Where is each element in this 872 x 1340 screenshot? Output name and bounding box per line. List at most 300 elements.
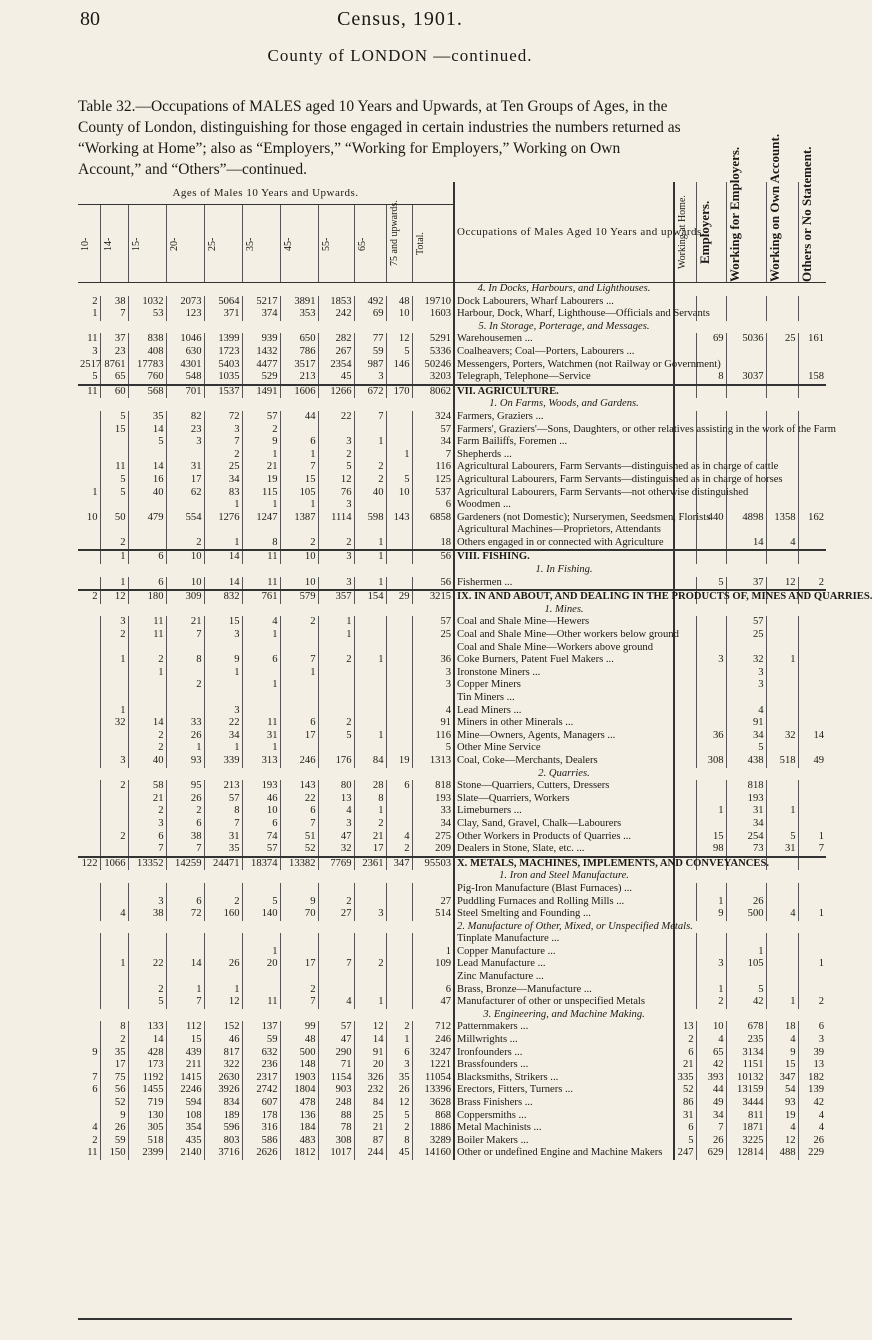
status-count-cell: 229 <box>808 1147 825 1159</box>
ages-header: Ages of Males 10 Years and Upwards. <box>78 182 454 205</box>
age-count-cell: 2 <box>100 629 128 642</box>
age-count-cell: 11 <box>128 629 166 642</box>
status-count-cell: 13 <box>674 1021 696 1034</box>
age-count-cell: 6 <box>128 577 166 591</box>
age-count-cell: 3 <box>204 424 242 437</box>
age-count-cell: 1 <box>100 577 128 591</box>
table-row <box>78 908 826 921</box>
age-count-cell <box>386 933 412 946</box>
age-count-cell: 14 <box>166 958 204 971</box>
age-count-cell: 95503 <box>412 857 454 871</box>
status-count-cell: 34 <box>726 730 766 743</box>
age-count-cell: 1903 <box>280 1072 318 1085</box>
age-count-cell: 8 <box>166 654 204 667</box>
age-count-cell <box>354 449 386 462</box>
status-count-cell <box>696 933 726 946</box>
status-count-cell <box>696 717 726 730</box>
age-count-cell <box>78 780 100 793</box>
occupation-name: Patternmakers ... <box>454 1021 674 1034</box>
age-count-cell: 282 <box>318 333 354 346</box>
age-count-cell: 1455 <box>128 1084 166 1097</box>
age-count-cell: 14259 <box>166 857 204 871</box>
county-heading: County of LONDON —continued. <box>267 46 533 65</box>
age-count-cell: 57 <box>318 1021 354 1034</box>
age-count-cell: 133 <box>128 1021 166 1034</box>
age-count-cell <box>386 818 412 831</box>
occupation-name: Zinc Manufacture ... <box>454 971 674 984</box>
age-count-cell <box>354 667 386 680</box>
status-count-cell <box>696 449 726 462</box>
age-count-cell: 11 <box>242 577 280 591</box>
age-count-cell: 1276 <box>204 512 242 525</box>
age-count-cell: 2517 <box>80 358 102 370</box>
age-count-cell <box>386 461 412 474</box>
table-row <box>78 958 826 971</box>
age-count-cell: 11 <box>242 550 280 564</box>
status-count-cell <box>766 896 798 909</box>
status-count-cell <box>696 818 726 831</box>
age-count-cell <box>386 679 412 692</box>
age-count-cell: 38 <box>128 908 166 921</box>
age-count-cell <box>386 883 412 896</box>
age-count-cell <box>78 971 100 984</box>
age-count-cell: 803 <box>204 1135 242 1148</box>
age-count-cell: 9 <box>100 1110 128 1123</box>
occupation-name: Others engaged in or connected with Agriculture <box>454 537 674 551</box>
status-count-cell: 34 <box>696 1110 726 1123</box>
age-count-cell: 1221 <box>412 1059 454 1072</box>
occupation-name: Farmers', Graziers'—Sons, Daughters, or other relatives assisting in the work of the Farm <box>454 424 674 437</box>
employers-header: Employers. <box>696 182 726 283</box>
age-count-cell: 17 <box>100 1059 128 1072</box>
table-row <box>78 1072 826 1085</box>
age-count-cell: 4 <box>100 908 128 921</box>
occupation-name: Coal and Shale Mine—Other workers below ground <box>454 629 674 642</box>
age-count-cell <box>280 705 318 718</box>
spacer-cell <box>78 921 454 934</box>
age-count-cell: 309 <box>166 590 204 604</box>
status-count-cell <box>798 629 826 642</box>
age-count-cell: 3 <box>100 755 128 768</box>
status-count-cell <box>798 385 826 399</box>
age-count-cell <box>354 946 386 959</box>
age-count-cell: 21 <box>128 793 166 806</box>
status-count-cell <box>766 780 798 793</box>
own-account-header: Working on Own Account. <box>766 182 798 283</box>
age-count-cell: 1247 <box>242 512 280 525</box>
age-count-cell: 52 <box>280 843 318 857</box>
age-count-cell: 213 <box>280 371 318 385</box>
spacer-cell <box>78 398 454 411</box>
status-count-cell <box>696 629 726 642</box>
age-count-cell: 15 <box>166 1034 204 1047</box>
status-count-cell: 7 <box>696 1122 726 1135</box>
age-count-cell: 48 <box>280 1034 318 1047</box>
age-count-cell: 45 <box>318 371 354 385</box>
age-count-cell <box>100 793 128 806</box>
age-count-cell: 3 <box>354 371 386 385</box>
age-count-cell: 7 <box>166 629 204 642</box>
subsection-heading: 1. Iron and Steel Manufacture. <box>454 870 674 883</box>
age-count-cell: 3 <box>412 667 454 680</box>
table-row <box>78 692 826 705</box>
age-count-cell <box>318 667 354 680</box>
status-count-cell <box>674 996 696 1009</box>
age-count-cell: 5 <box>386 474 412 487</box>
age-count-cell: 1 <box>242 449 280 462</box>
running-title: Census, 1901. <box>337 8 463 30</box>
status-count-cell <box>766 933 798 946</box>
occupation-name: Brass Finishers ... <box>454 1097 674 1110</box>
status-count-cell: 31 <box>674 1110 696 1123</box>
age-count-cell: 184 <box>280 1122 318 1135</box>
age-count-cell <box>100 449 128 462</box>
age-count-cell: 2 <box>354 958 386 971</box>
age-count-cell: 136 <box>280 1110 318 1123</box>
age-count-cell: 2742 <box>242 1084 280 1097</box>
status-count-cell: 69 <box>696 333 726 346</box>
status-count-cell: 32 <box>766 730 798 743</box>
age-count-cell: 339 <box>204 755 242 768</box>
age-count-cell: 26 <box>100 1122 128 1135</box>
age-count-cell: 8 <box>354 793 386 806</box>
age-count-cell <box>386 424 412 437</box>
status-count-cell <box>696 296 726 309</box>
status-count-cell <box>696 667 726 680</box>
age-count-cell <box>128 971 166 984</box>
age-count-cell: 10 <box>280 577 318 591</box>
age-count-cell <box>78 667 100 680</box>
age-count-cell: 7 <box>280 461 318 474</box>
occupation-name: Other Mine Service <box>454 742 674 755</box>
age-count-cell: 112 <box>166 1021 204 1034</box>
age-count-cell: 176 <box>318 755 354 768</box>
status-count-cell: 811 <box>726 1110 766 1123</box>
age-count-cell: 1 <box>242 679 280 692</box>
age-count-cell <box>386 717 412 730</box>
age-count-cell: 1266 <box>318 385 354 399</box>
status-count-cell <box>798 705 826 718</box>
age-count-cell: 7 <box>412 449 454 462</box>
status-count-cell <box>696 793 726 806</box>
occupation-name: Shepherds ... <box>454 449 674 462</box>
age-count-cell: 1 <box>204 499 242 512</box>
status-count-cell <box>726 346 766 359</box>
age-count-cell: 10 <box>242 805 280 818</box>
occupation-name: Dock Labourers, Wharf Labourers ... <box>454 296 674 309</box>
age-count-cell: 38 <box>100 296 128 309</box>
age-count-cell <box>100 896 128 909</box>
age-count-cell: 7 <box>166 843 204 857</box>
age-count-cell <box>386 984 412 997</box>
status-count-cell <box>674 616 696 629</box>
age-count-cell: 5 <box>128 996 166 1009</box>
age-count-cell: 7 <box>128 843 166 857</box>
status-count-cell <box>674 385 696 399</box>
status-count-cell <box>766 359 798 372</box>
table-row <box>78 984 826 997</box>
subsection-heading-row <box>78 768 826 781</box>
status-count-cell <box>696 946 726 959</box>
status-count-cell <box>726 499 766 512</box>
age-count-cell: 178 <box>242 1110 280 1123</box>
status-count-cell <box>766 487 798 500</box>
age-count-cell: 7 <box>78 1072 100 1085</box>
age-count-cell <box>78 616 100 629</box>
age-count-cell: 2 <box>280 616 318 629</box>
age-count-cell: 7 <box>280 654 318 667</box>
age-count-cell: 13382 <box>280 857 318 871</box>
age-count-cell: 1804 <box>280 1084 318 1097</box>
status-count-cell <box>674 908 696 921</box>
age-count-cell: 143 <box>386 512 412 525</box>
occupation-name: Brassfounders ... <box>454 1059 674 1072</box>
age-count-cell: 59 <box>242 1034 280 1047</box>
status-count-cell: 15 <box>766 1059 798 1072</box>
age-count-cell: 62 <box>166 487 204 500</box>
occupation-name: Telegraph, Telephone—Service <box>454 371 674 385</box>
age-count-cell: 305 <box>128 1122 166 1135</box>
running-header <box>0 4 800 32</box>
age-count-cell: 712 <box>412 1021 454 1034</box>
age-count-cell <box>354 424 386 437</box>
status-count-cell <box>674 958 696 971</box>
occupation-name: Coal, Coke—Merchants, Dealers <box>454 755 674 768</box>
status-count-cell <box>726 449 766 462</box>
status-count-cell: 5 <box>674 1135 696 1148</box>
age-count-cell: 6 <box>78 1084 100 1097</box>
age-count-cell: 596 <box>204 1122 242 1135</box>
status-count-cell: 8 <box>696 371 726 385</box>
age-count-cell: 354 <box>166 1122 204 1135</box>
status-count-cell <box>674 730 696 743</box>
age-count-cell: 838 <box>128 333 166 346</box>
status-count-cell <box>674 883 696 896</box>
age-count-cell: 3517 <box>280 359 318 372</box>
age-count-cell: 2626 <box>242 1147 280 1160</box>
age-count-cell: 834 <box>204 1097 242 1110</box>
age-count-cell <box>386 692 412 705</box>
occupation-name: Copper Manufacture ... <box>454 946 674 959</box>
status-count-cell <box>766 436 798 449</box>
age-count-cell: 76 <box>318 487 354 500</box>
age-count-cell: 58 <box>128 780 166 793</box>
age-count-cell <box>204 946 242 959</box>
age-count-cell <box>100 883 128 896</box>
age-count-cell <box>78 896 100 909</box>
age-count-cell: 11 <box>78 1147 100 1160</box>
status-count-cell <box>798 654 826 667</box>
age-count-cell: 2 <box>318 717 354 730</box>
age-count-cell: 5 <box>318 730 354 743</box>
age-count-cell: 9 <box>280 896 318 909</box>
age-count-cell: 4 <box>242 616 280 629</box>
age-count-cell <box>354 705 386 718</box>
age-count-cell: 56 <box>412 577 454 591</box>
age-count-cell: 91 <box>354 1047 386 1060</box>
age-count-cell: 21 <box>166 616 204 629</box>
age-count-cell: 1 <box>354 654 386 667</box>
age-count-cell: 47 <box>318 831 354 844</box>
age-count-cell: 1 <box>280 499 318 512</box>
status-count-cell: 93 <box>766 1097 798 1110</box>
age-count-cell: 2630 <box>204 1072 242 1085</box>
status-count-cell <box>674 346 696 359</box>
age-count-cell: 1 <box>204 667 242 680</box>
age-count-cell <box>78 411 100 424</box>
age-count-cell: 672 <box>354 385 386 399</box>
age-count-cell <box>78 730 100 743</box>
status-count-cell <box>726 550 766 564</box>
occupation-name: Copper Miners <box>454 679 674 692</box>
table-row <box>78 424 826 437</box>
status-count-cell <box>726 411 766 424</box>
status-count-cell: 91 <box>726 717 766 730</box>
status-count-cell: 42 <box>696 1059 726 1072</box>
age-count-cell <box>78 805 100 818</box>
occupation-name: Metal Machinists ... <box>454 1122 674 1135</box>
occupation-name: Farm Bailiffs, Foremen ... <box>454 436 674 449</box>
age-count-cell <box>242 705 280 718</box>
age-column-header: 75 and upwards. <box>386 205 412 283</box>
age-count-cell: 152 <box>204 1021 242 1034</box>
age-count-cell: 53 <box>128 308 166 321</box>
subsection-heading-row <box>78 604 826 617</box>
age-count-cell: 75 <box>100 1072 128 1085</box>
age-count-cell <box>412 692 454 705</box>
status-count-cell: 488 <box>766 1147 798 1160</box>
spacer-cell <box>78 1009 454 1022</box>
occupation-name: Harbour, Dock, Wharf, Lighthouse—Officials and Servants <box>454 308 674 321</box>
age-count-cell: 1 <box>280 667 318 680</box>
occupation-name: Lead Miners ... <box>454 705 674 718</box>
age-count-cell: 2 <box>128 730 166 743</box>
status-count-cell: 5 <box>696 577 726 591</box>
age-count-cell <box>318 883 354 896</box>
age-count-cell: 60 <box>100 385 128 399</box>
occupation-name: Ironstone Miners ... <box>454 667 674 680</box>
age-count-cell: 74 <box>242 831 280 844</box>
age-count-cell: 35 <box>386 1072 412 1085</box>
table-title-line: Table 32.—Occupations of MALES aged 10 Years and Upwards, at Ten Groups of Ages, in the <box>78 98 668 115</box>
age-count-cell: 150 <box>100 1147 128 1160</box>
age-count-cell: 11 <box>100 461 128 474</box>
age-count-cell <box>354 499 386 512</box>
age-count-cell: 5 <box>100 487 128 500</box>
age-count-cell <box>354 642 386 655</box>
status-count-cell <box>798 474 826 487</box>
age-count-cell: 244 <box>354 1147 386 1160</box>
subsection-heading: 2. Quarries. <box>454 768 674 781</box>
age-count-cell: 146 <box>386 359 412 372</box>
section-total-row <box>78 857 826 871</box>
age-count-cell: 5064 <box>204 296 242 309</box>
age-count-cell: 4 <box>386 831 412 844</box>
status-count-cell <box>798 742 826 755</box>
age-count-cell: 137 <box>242 1021 280 1034</box>
age-count-cell: 6 <box>280 717 318 730</box>
age-count-cell: 1 <box>100 958 128 971</box>
age-count-cell: 22 <box>318 411 354 424</box>
age-column-header: Total. <box>412 205 454 283</box>
age-count-cell: 2 <box>78 296 100 309</box>
subsection-heading-row <box>78 398 826 411</box>
age-count-cell: 479 <box>128 512 166 525</box>
age-count-cell: 2 <box>354 461 386 474</box>
age-count-cell: 2 <box>100 1034 128 1047</box>
age-count-cell <box>100 818 128 831</box>
section-heading: VIII. FISHING. <box>454 550 674 564</box>
age-count-cell: 1114 <box>318 512 354 525</box>
status-count-cell: 308 <box>696 755 726 768</box>
age-count-cell: 818 <box>412 780 454 793</box>
age-count-cell: 1 <box>354 537 386 551</box>
age-count-cell: 180 <box>128 590 166 604</box>
age-count-cell: 46 <box>204 1034 242 1047</box>
status-count-cell <box>674 692 696 705</box>
status-count-cell <box>696 524 726 537</box>
status-count-cell: 193 <box>726 793 766 806</box>
age-count-cell: 7769 <box>318 857 354 871</box>
table-row <box>78 717 826 730</box>
age-count-cell: 7 <box>204 818 242 831</box>
age-count-cell: 1 <box>354 577 386 591</box>
age-count-cell: 21 <box>354 831 386 844</box>
status-count-cell: 5 <box>766 831 798 844</box>
age-count-cell <box>78 958 100 971</box>
status-count-cell: 54 <box>766 1084 798 1097</box>
age-count-cell: 2 <box>100 537 128 551</box>
age-count-cell: 1 <box>318 629 354 642</box>
status-count-cell: 10 <box>696 1021 726 1034</box>
age-count-cell: 35 <box>128 411 166 424</box>
age-count-cell <box>354 933 386 946</box>
status-count-cell <box>766 346 798 359</box>
status-count-cell: 26 <box>813 1134 825 1146</box>
status-count-cell <box>674 436 696 449</box>
status-count-cell <box>726 692 766 705</box>
spacer-cell <box>78 604 454 617</box>
age-count-cell: 46 <box>242 793 280 806</box>
status-count-cell: 18 <box>766 1021 798 1034</box>
spacer-cell <box>674 604 826 617</box>
status-count-cell <box>696 499 726 512</box>
age-count-cell: 14 <box>128 461 166 474</box>
age-count-cell: 3 <box>318 499 354 512</box>
status-count-cell <box>674 705 696 718</box>
age-count-cell: 246 <box>280 755 318 768</box>
occupation-name: Agricultural Labourers, Farm Servants—not otherwise distinguished <box>454 487 674 500</box>
status-count-cell: 5 <box>726 984 766 997</box>
age-count-cell: 701 <box>166 385 204 399</box>
age-count-cell: 25 <box>412 629 454 642</box>
age-count-cell: 24471 <box>204 857 242 871</box>
age-count-cell: 17783 <box>128 359 166 372</box>
subsection-heading-row <box>78 921 826 934</box>
age-count-cell: 1 <box>128 667 166 680</box>
age-count-cell: 371 <box>204 308 242 321</box>
subsection-heading: 3. Engineering, and Machine Making. <box>454 1009 674 1022</box>
status-count-cell: 9 <box>696 908 726 921</box>
age-count-cell: 236 <box>242 1059 280 1072</box>
age-count-cell: 7 <box>280 818 318 831</box>
section-total-row <box>78 590 826 604</box>
age-count-cell <box>100 996 128 1009</box>
age-count-cell: 5 <box>128 436 166 449</box>
status-count-cell: 19 <box>766 1110 798 1123</box>
age-count-cell: 2 <box>354 818 386 831</box>
age-count-cell: 17 <box>280 958 318 971</box>
